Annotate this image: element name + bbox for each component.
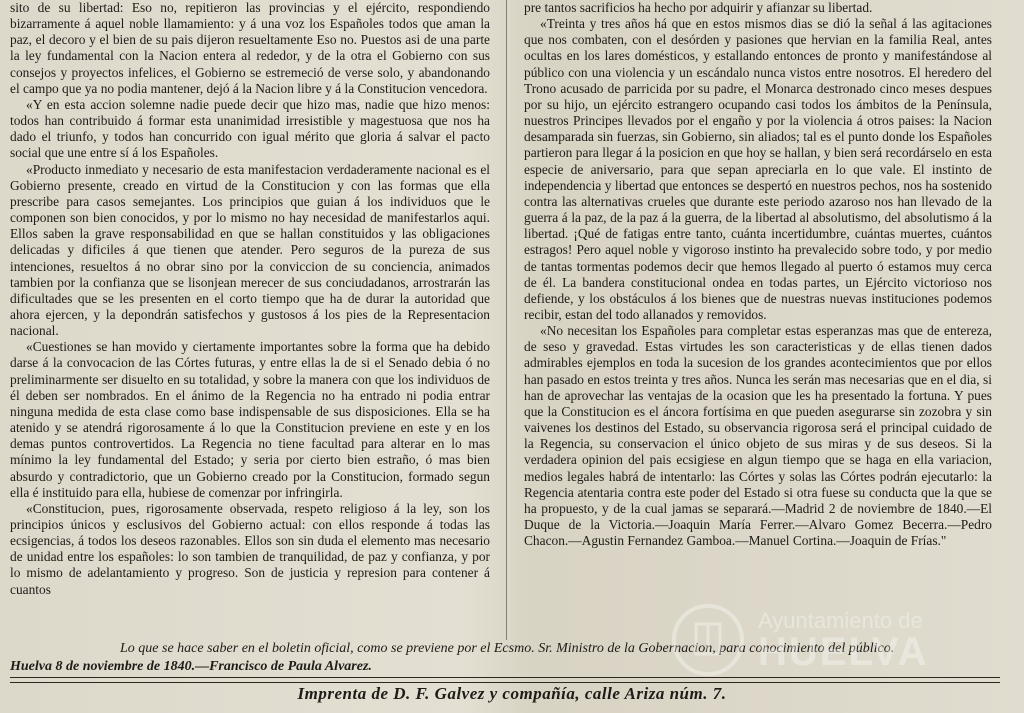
paragraph: sito de su libertad: Eso no, repitieron las provincias y el ejército, respondiendo bizarramente á aquel noble llamamiento: y á una voz los Españoles todos que aman la paz, el decoro y el bien de su pais dijeron resueltamente Eso no. Puestos asi de una parte la ley fundamental con la Nacion entera al rededor, y de la otra el Gobierno con sus consejos y proyectos infelices, el Gobierno se estremeció de verse solo, y abandonando el campo que ya no podia mantener, dejó á la Nacion libre y á la Constitucion vencedora. [10,0,490,96]
left-text-column [10,0,490,640]
paragraph: «Constitucion, pues, rigorosamente observada, respeto religioso á la ley, son los principios únicos y esclusivos del Gobierno actual: con ellos responde á todas las ecsigencias, á todos los deseos razonables. Ellos son sin duda el elemento mas necesario de unidad entre los españoles: lo son tambien de tranquilidad, de paz y confianza, y por lo mismo de adelantamiento y progreso. Son de justicia y represion para contener á cuantos [10,500,490,597]
paragraph: «No necesitan los Españoles para completar estas esperanzas mas que de entereza, de seso y gravedad. Estas virtudes les son caracteristicas y de ellas tienen dados admirables ejemplos en toda la sucesion de los grandes acontecimientos que por ellos han pasado en estos treinta y tres años. Nunca les serán mas necesarias que en el dia, si han de aprovechar las ventajas de la ocasion que les ha presentado la fortuna. Y pues que la Constitucion es el áncora fortísima en que pueden asegurarse sin zozobra y sin vaivenes los destinos del Estado, su observancia rigorosa será el principal cuidado de la Regencia, su conservacion el único objeto de sus miras y de sus deseos. Si la verdadera opinion del pais ecsigiese en algun tiempo que se haga en ella variacion, medios legales habrá de intentarlo: las Córtes y solas las Córtes podrán ejecutarlo: la Regencia atentaria contra este poder del Estado si otra fuese su conducta que la que se ha propuesto, y de la cual jamas se separará.—Madrid 2 de noviembre de 1840.—El Duque de la Victoria.—Joaquin María Ferrer.—Alvaro Gomez Becerra.—Pedro Chacon.—Agustin Fernandez Gamboa.—Manuel Cortina.—Joaquin de Frías." [524,323,992,549]
notice-line: Lo que se hace saber en el boletin oficial, como se previene por el Ecsmo. Sr. Ministro de la Gobernacion, para conocimiento del público. [120,641,895,656]
printer-imprint: Imprenta de D. F. Galvez y compañía, calle Ariza núm. 7. [297,684,727,703]
signature-line: Huelva 8 de noviembre de 1840.—Francisco de Paula Alvarez. [10,659,372,674]
paragraph: «Y en esta accion solemne nadie puede decir que hizo mas, nadie que hizo menos: todos han contribuido á formar esta unanimidad irresistible y magestuosa que nos ha dado el triunfo, y todos han concurrido con igual mérito que gloria á salvar el pacto social que une entre sí á los Españoles. [10,96,490,161]
official-notice [10,640,1000,676]
double-rule [10,677,1000,683]
paragraph: «Cuestiones se han movido y ciertamente importantes sobre la forma que ha debido darse á la convocacion de las Córtes futuras, y entre ellas la de si el Senado debia ó no preliminarmente ser disuelto en su totalidad, y sobre la manera con que los individuos de él deben ser nombrados. En el ánimo de la Regencia no ha entrado ni podia entrar ninguna medida de esta clase como base indispensable de sus disposiciones. Ella se ha atenido y se atendrá rigorosamente á lo que la Constitucion previene en este y en los demas puntos controvertidos. La Regencia no tiene facultad para alterar en lo mas mínimo la ley fundamental del Estado; y seria por cierto bien estraño, ó mas bien absurdo y contradictorio, que un Gobierno creado por la Constitucion, formado segun ella é instituido para ella, hubiese de comenzar por infringirla. [10,339,490,500]
watermark-line: Ayuntamiento de [758,608,923,633]
watermark-line: HUELVA [758,630,929,674]
paragraph: «Producto inmediato y necesario de esta manifestacion verdaderamente nacional es el Gobierno presente, creado en virtud de la Constitucion y con las formas que ella prescribe para casos semejantes. Los principios que guian á los individuos que le componen son bien conocidos, y por lo mismo no hay necesidad de manifestarlos aqui. Ellos saben la grave responsabilidad en que se hallan constituidos y las obligaciones delicadas y dificiles á que tienen que atender. Pero seguros de la pureza de sus intenciones, resueltos á no obrar sino por la conviccion de su conciencia, animados tambien por la confianza que se lisonjean merecer de sus conciudadanos, arrostrarán las dificultades que se les presenten en el corto tiempo que ha de durar la autoridad que ahora ejercen, y la depondrán satisfechos y gustosos á los pies de la Representacion nacional. [10,161,490,339]
right-text-column [524,0,992,640]
paragraph: «Treinta y tres años há que en estos mismos dias se dió la señal á las agitaciones que nos combaten, con el desórden y pasiones que hervian en la familia Real, antes ocultas en los lares domésticos, y estallando entonces de pronto y manifestándose al público con una violencia y un escándalo nunca vistos entre nosotros. El heredero del Trono acusado de parricida por su padre, el Monarca destronado cinco meses despues por su hijo, un ejército estrangero ocupando casi todos los ámbitos de la Península, nuestros Principes llevados por el engaño y por la violencia á otros paises: la Nacion desamparada sin fuerzas, sin Gobierno, sin aliados; tal es el punto donde los Españoles partieron para llegar á la posicion en que hoy se hallan, y bien será recordárselo en esta especie de aniversario, para que sepan apreciarla en lo que vale. El instinto de independencia y libertad que entonces se despertó en nuestros pechos, nos ha sostenido contra las alternativas crueles que durante este periodo azaroso nos han llevado de la guerra á la paz, de la paz á la guerra, de la libertad al absolutismo, del absolutismo á la libertad. ¡Qué de fatigas entre tanto, cuánta incertidumbre, cuántas muertes, cuántos estragos! Pero aquel noble y vigoroso instinto ha prevalecido sobre todo, y por medio de tantas tormentas podemos decir que hemos llegado al puerto ó estamos muy cerca de él. La bandera constitucional ondea en todas partes, un Ejército victorioso nos defiende, y los obstáculos á los bienes que de nuestras nuevas instituciones podemos recibir, estan del todo allanados y removidos. [524,16,992,322]
column-divider [506,0,507,640]
paragraph: pre tantos sacrificios ha hecho por adquirir y afianzar su libertad. [524,0,873,15]
